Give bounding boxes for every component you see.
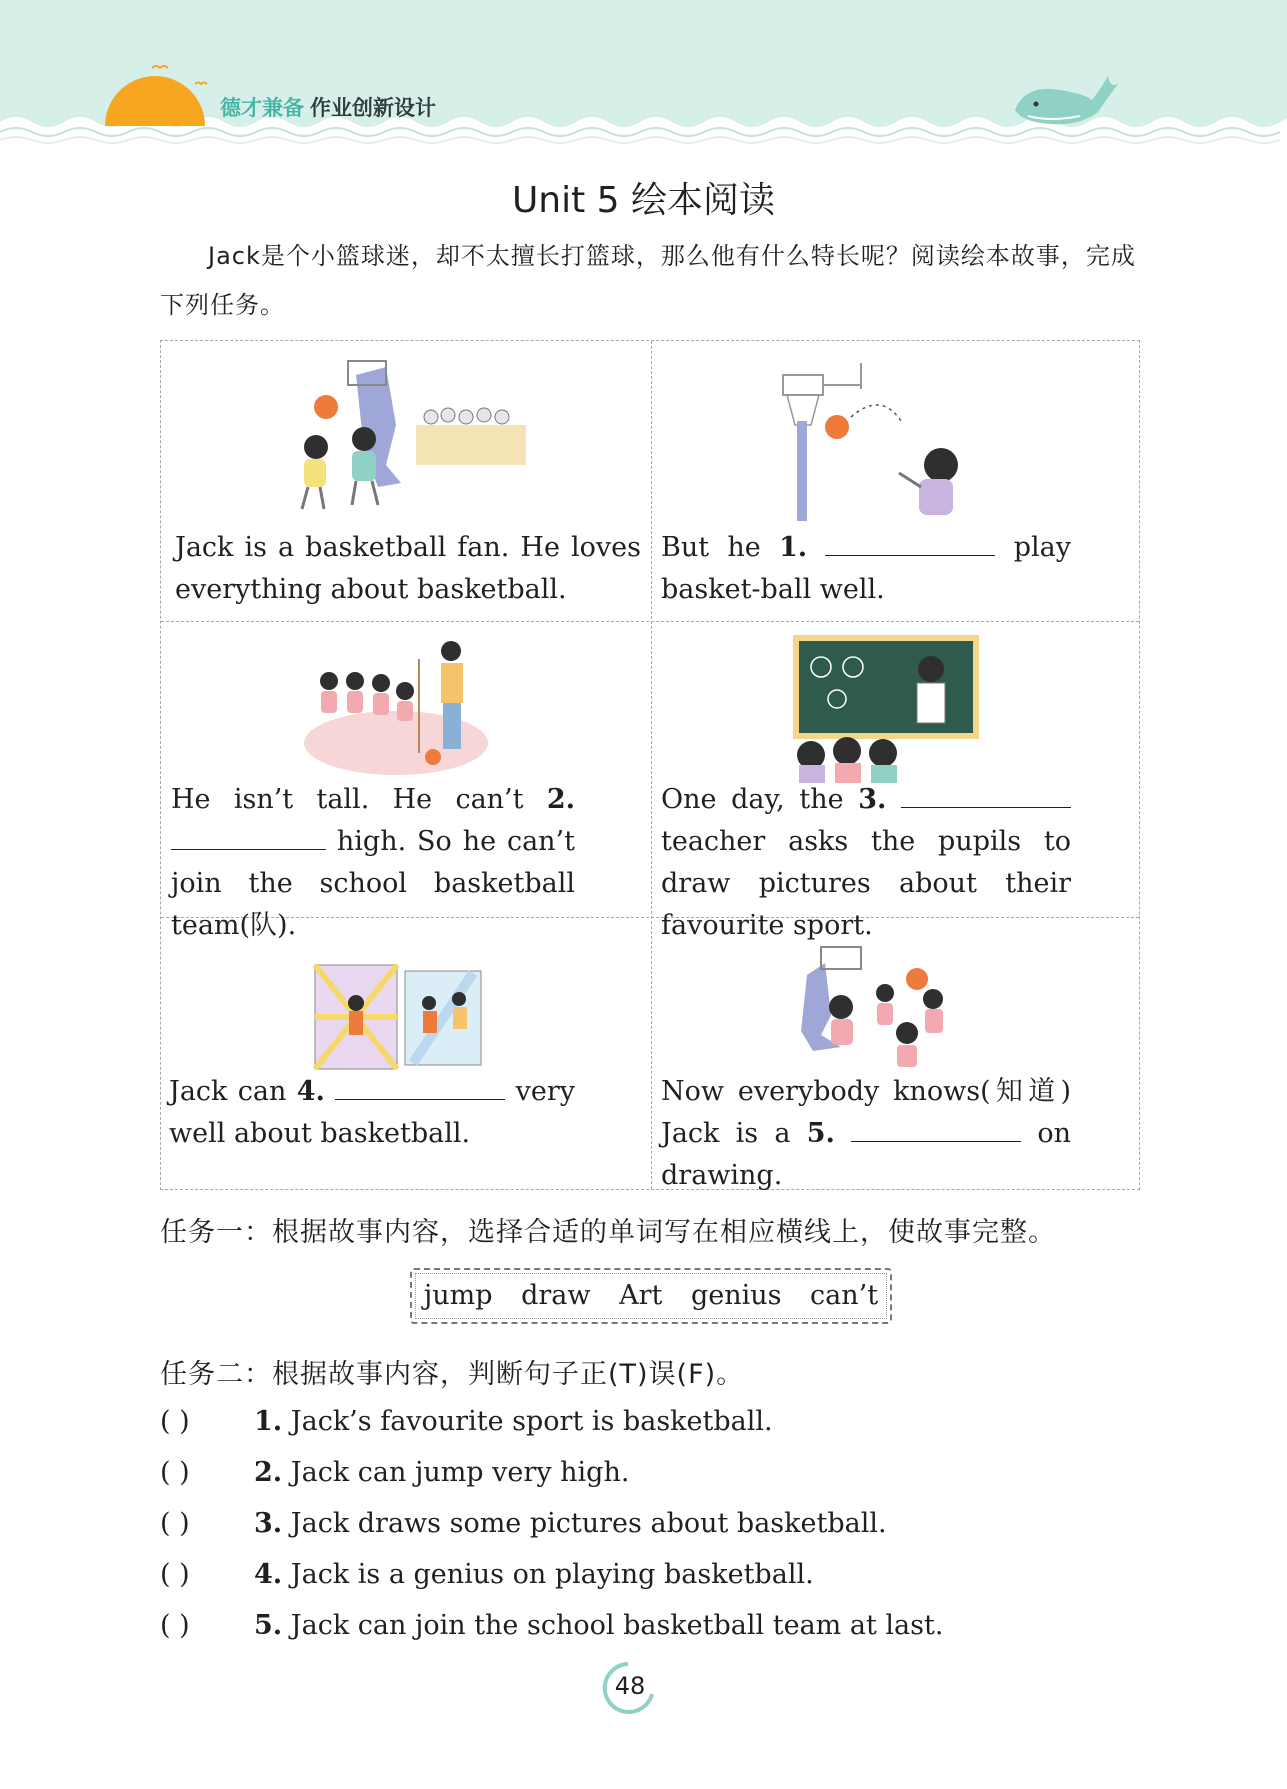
- story-text-5: [169, 1071, 575, 1155]
- story-text-4-a: One day, the: [661, 784, 859, 815]
- story-text-4-b: teacher asks the pupils to draw pictures about their favourite sport.: [661, 826, 1071, 941]
- kids-cheering-illustration: [791, 935, 971, 1075]
- tf-text-2: Jack can jump very high.: [282, 1457, 630, 1488]
- page-title: Unit 5 绘本阅读: [511, 180, 776, 221]
- blank-number-4: 4.: [296, 1076, 325, 1107]
- tf-text-4: Jack is a genius on playing basketball.: [282, 1559, 814, 1590]
- answer-blank-3[interactable]: [901, 783, 1071, 808]
- answer-blank-2[interactable]: [171, 825, 326, 850]
- answer-paren-4[interactable]: ( ): [160, 1559, 190, 1590]
- tf-number-4: 4.: [254, 1559, 283, 1590]
- tf-item-5: [160, 1606, 943, 1646]
- tf-number-5: 5.: [254, 1610, 283, 1641]
- story-cell-3: [161, 621, 651, 941]
- intro-paragraph: Jack是个小篮球迷，却不太擅长打篮球，那么他有什么特长呢？阅读绘本故事，完成下列任务。: [160, 242, 1136, 319]
- tf-number-3: 3.: [254, 1508, 283, 1539]
- story-text-5-a: Jack can: [169, 1076, 297, 1107]
- tf-text-3: Jack draws some pictures about basketball.: [282, 1508, 887, 1539]
- story-text-1: [175, 527, 641, 611]
- hoop-and-boy-illustration: [783, 363, 958, 521]
- story-text-6: [661, 1071, 1071, 1197]
- answer-blank-5[interactable]: [851, 1117, 1021, 1142]
- blank-number-2: 2.: [546, 784, 575, 815]
- task-two-instruction: 任务二：根据故事内容，判断句子正(T)误(F)。: [160, 1359, 745, 1390]
- answer-paren-5[interactable]: ( ): [160, 1610, 190, 1641]
- basketball-game-illustration: [286, 355, 536, 525]
- page-number: 48: [614, 1672, 646, 1700]
- tf-item-2: [160, 1453, 629, 1493]
- story-text-5-b: very well about basketball.: [169, 1076, 575, 1149]
- brand-title: [220, 92, 436, 122]
- story-cell-1: [161, 341, 651, 621]
- answer-paren-1[interactable]: ( ): [160, 1406, 190, 1437]
- basketball-drawings-illustration: [313, 963, 483, 1073]
- tf-item-3: [160, 1504, 887, 1544]
- story-text-3-b: high. So he can’t join the school basketball team(队).: [171, 826, 575, 941]
- tf-item-1: [160, 1402, 773, 1442]
- story-text-6-b: on drawing.: [661, 1118, 1071, 1191]
- story-cell-4: [651, 621, 1141, 941]
- story-text-3-a: He isn’t tall. He can’t: [171, 784, 547, 815]
- answer-blank-4[interactable]: [335, 1075, 505, 1100]
- tf-item-4: [160, 1555, 814, 1595]
- story-grid: [160, 340, 1140, 1190]
- story-text-2: [661, 527, 1071, 611]
- brand-main: 作业创新设计: [310, 96, 436, 120]
- tf-number-1: 1.: [254, 1406, 283, 1437]
- height-measure-illustration: [301, 633, 511, 783]
- answer-paren-2[interactable]: ( ): [160, 1457, 190, 1488]
- sun-icon: [100, 60, 220, 130]
- story-text-6-a: Now everybody knows(知道) Jack is a: [661, 1076, 1071, 1149]
- story-text-1-content: Jack is a basketball fan. He loves everything about basketball.: [175, 532, 641, 605]
- story-text-2-b: play basket-ball well.: [661, 532, 1071, 605]
- tf-text-5: Jack can join the school basketball team at last.: [282, 1610, 944, 1641]
- blank-number-5: 5.: [806, 1118, 835, 1149]
- story-text-2-a: But he: [661, 532, 779, 563]
- task-one-instruction: 任务一：根据故事内容，选择合适的单词写在相应横线上，使故事完整。: [160, 1217, 1056, 1248]
- story-cell-2: [651, 341, 1141, 621]
- brand-accent: 德才兼备: [220, 96, 304, 120]
- answer-paren-3[interactable]: ( ): [160, 1508, 190, 1539]
- story-cell-6: [651, 917, 1141, 1191]
- blank-number-1: 1.: [778, 532, 808, 563]
- answer-blank-1[interactable]: [825, 531, 995, 556]
- blank-number-3: 3.: [858, 784, 887, 815]
- whale-icon: [1010, 70, 1120, 130]
- tf-number-2: 2.: [254, 1457, 283, 1488]
- art-teacher-illustration: [791, 633, 981, 783]
- tf-text-1: Jack’s favourite sport is basketball.: [282, 1406, 773, 1437]
- story-cell-5: [161, 917, 651, 1191]
- word-bank: jump draw Art genius can’t: [410, 1268, 892, 1324]
